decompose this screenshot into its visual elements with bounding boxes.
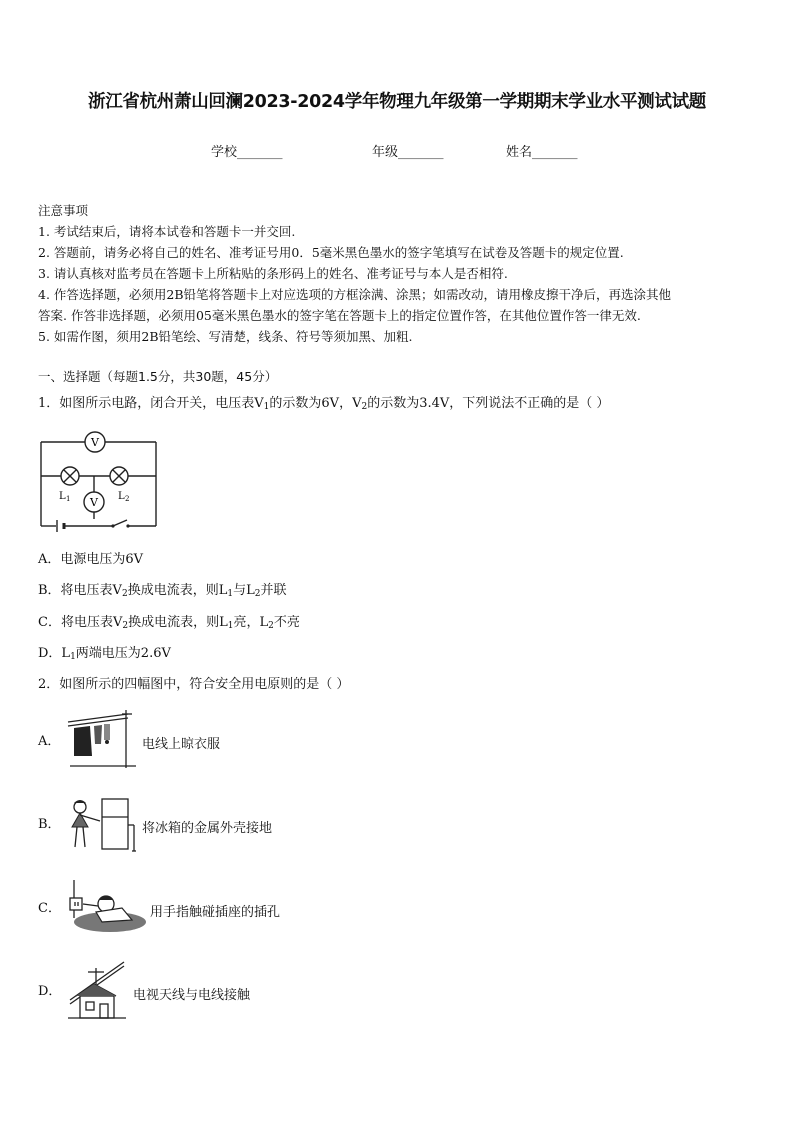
q2-option-d-label: D．	[38, 984, 62, 999]
q2-option-b-caption: 将冰箱的金属外壳接地	[142, 821, 273, 836]
l1-sub-label: 1	[66, 495, 71, 503]
q1-option-b: B．将电压表$V_2$换成电流表，则$L_1$与$L_2$并联	[38, 583, 287, 599]
l2-label: L	[118, 491, 125, 502]
name-field: 姓名_______	[506, 145, 578, 160]
notice-line-4: 4. 作答选择题，必须用2B铅笔将答题卡上对应选项的方框涂满、涂黑；如需改动，请用橡皮擦干净后，再选涂其他	[38, 287, 672, 302]
q2-option-d-caption: 电视天线与电线接触	[133, 988, 251, 1003]
q1-stem: 1．如图所示电路，闭合开关，电压表$V_1$的示数为6V，$V_2$的示数为3.4V，下列说法不正确的是（ ）	[38, 396, 610, 412]
notice-line-6: 5. 如需作图，须用2B铅笔绘、写清楚，线条、符号等须加黑、加粗.	[38, 329, 413, 344]
q1-circuit-diagram	[38, 428, 160, 530]
v2-label: V	[90, 496, 98, 509]
q1-option-d: D．$L_1$两端电压为2.6V	[38, 646, 171, 662]
q2-option-a-illustration	[66, 708, 138, 770]
q2-option-a-label: A．	[38, 734, 61, 749]
notice-line-5: 答案. 作答非选择题，必须用05毫米黑色墨水的签字笔在答题卡上的指定位置作答，在其他位置作答一律无效.	[38, 308, 641, 323]
section-heading: 一、选择题（每题1.5分，共30题，45分）	[38, 369, 278, 384]
q2-option-c-label: C．	[38, 901, 61, 916]
notice-line-1: 1. 考试结束后，请将本试卷和答题卡一并交回.	[38, 224, 296, 239]
v1-label: V	[91, 436, 99, 449]
q2-option-b-illustration	[66, 795, 138, 855]
notice-line-2: 2. 答题前，请务必将自己的姓名、准考证号用0．5毫米黑色墨水的签字笔填写在试卷及答题卡的规定位置.	[38, 245, 624, 260]
notice-heading: 注意事项	[38, 203, 89, 218]
school-field: 学校_______	[211, 145, 283, 160]
q2-option-c-caption: 用手指触碰插座的插孔	[150, 905, 281, 920]
page-title: 浙江省杭州萧山回澜2023-2024学年物理九年级第一学期期末学业水平测试试题	[88, 92, 706, 112]
grade-field: 年级_______	[372, 145, 444, 160]
q2-option-c-illustration	[66, 878, 148, 936]
q2-option-b-label: B．	[38, 817, 61, 832]
q2-stem: 2．如图所示的四幅图中，符合安全用电原则的是（ ）	[38, 677, 350, 692]
q1-option-c: C．将电压表$V_2$换成电流表，则$L_1$亮，$L_2$不亮	[38, 615, 300, 631]
q2-option-d-illustration	[66, 960, 130, 1022]
q1-option-a: A．电源电压为6V	[38, 552, 144, 567]
q2-option-a-caption: 电线上晾衣服	[142, 737, 221, 752]
l2-sub-label: 2	[125, 495, 130, 503]
notice-line-3: 3. 请认真核对监考员在答题卡上所粘贴的条形码上的姓名、准考证号与本人是否相符.	[38, 266, 508, 281]
l1-label: L	[59, 491, 66, 502]
